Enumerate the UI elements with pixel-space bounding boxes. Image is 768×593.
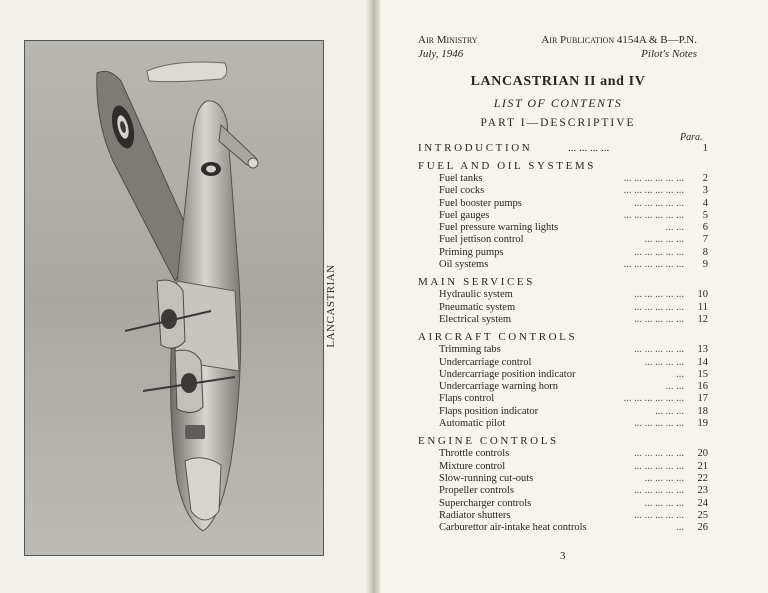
toc-section-heading (418, 276, 712, 289)
header-notes: Pilot's Notes (641, 48, 697, 60)
toc-entry-label: Fuel gauges (439, 209, 490, 221)
toc-section-label: INTRODUCTION (418, 142, 533, 154)
toc-leader-dots: ... ... ... ... ... ... (623, 393, 684, 405)
toc-leader-dots: ... ... ... ... ... ... (623, 185, 684, 197)
contents-subtitle: LIST OF CONTENTS (493, 96, 623, 110)
toc-section-label: ENGINE CONTROLS (418, 435, 559, 448)
toc-entry-label: Hydraulic system (439, 289, 513, 301)
toc-leader-dots: ... ... ... ... (644, 472, 684, 484)
toc-entry-label: Flaps position indicator (439, 405, 539, 417)
toc-para-number: 25 (697, 509, 708, 521)
toc-section-heading (418, 331, 712, 344)
toc-leader-dots: ... ... ... ... (568, 142, 610, 154)
toc-para-number: 26 (697, 522, 708, 534)
para-column-label: Para. (680, 132, 703, 143)
aircraft-photo (24, 40, 324, 556)
toc-para-number: 16 (697, 381, 708, 393)
toc-entry (418, 185, 712, 197)
toc-entry-label: Electrical system (439, 313, 512, 325)
toc-para-number: 13 (697, 344, 708, 356)
toc-entry-label: Undercarriage position indicator (439, 368, 576, 380)
toc-para-number: 17 (697, 393, 708, 405)
toc-leader-dots: ... (676, 368, 684, 380)
toc-section-label: FUEL AND OIL SYSTEMS (418, 160, 597, 172)
toc-leader-dots: ... ... ... ... ... (634, 289, 684, 301)
toc-section-label: AIRCRAFT CONTROLS (418, 331, 578, 344)
toc-entry (418, 344, 712, 356)
toc-entry (418, 289, 712, 301)
page-number: 3 (560, 550, 566, 562)
toc-leader-dots: ... ... ... ... ... (634, 313, 684, 325)
aircraft-illustration (25, 41, 323, 555)
toc-para-number: 15 (697, 368, 708, 380)
toc-leader-dots: ... ... ... ... ... (634, 301, 684, 313)
toc-leader-dots: ... ... ... (655, 405, 684, 417)
toc-entry (418, 302, 712, 314)
toc-entry-label: Undercarriage control (439, 356, 532, 368)
toc-entry-label: Undercarriage warning horn (439, 381, 558, 393)
toc-leader-dots: ... ... ... ... ... ... (623, 209, 684, 221)
toc-entry-label: Pneumatic system (439, 301, 516, 313)
toc-entry-label: Fuel tanks (439, 173, 483, 184)
header-left (418, 33, 478, 61)
header-publication: Air Publication 4154A & B—P.N. (541, 34, 697, 46)
toc-entry-label: Fuel cocks (439, 185, 485, 197)
toc-entry-label: Oil systems (439, 259, 489, 271)
toc-entry (418, 381, 712, 393)
toc-entry-label: Flaps control (439, 393, 495, 405)
toc-para-number: 8 (702, 246, 708, 258)
toc-para-number: 24 (697, 497, 708, 509)
toc-entry-label: Propeller controls (439, 485, 514, 497)
toc-entry (418, 357, 712, 369)
toc-entry (418, 259, 712, 271)
toc-leader-dots: ... ... ... ... ... (634, 246, 684, 258)
toc-leader-dots: ... ... ... ... (644, 497, 684, 509)
toc-leader-dots: ... ... ... ... ... ... (623, 259, 684, 271)
part-heading: PART I—DESCRIPTIVE (480, 117, 636, 129)
toc-entry (418, 448, 712, 460)
toc-para-number: 21 (697, 460, 708, 472)
toc-leader-dots: ... ... ... ... (644, 234, 684, 246)
header-org: Air Ministry (418, 34, 478, 46)
toc-leader-dots: ... ... ... ... ... (634, 509, 684, 521)
toc-entry (418, 418, 712, 430)
toc-entry (418, 173, 712, 185)
toc-para-number: 4 (702, 197, 708, 209)
toc-entry-label: Slow-running cut-outs (439, 472, 534, 484)
toc-entry (418, 198, 712, 210)
toc-para-number: 2 (702, 173, 708, 184)
toc-para-number: 20 (697, 448, 708, 460)
toc-entry (418, 210, 712, 222)
toc-para-number: 14 (697, 356, 708, 368)
toc-leader-dots: ... ... (665, 222, 684, 234)
toc-para-number: 10 (697, 289, 708, 301)
toc-entry-label: Trimming tabs (439, 344, 501, 356)
toc-section-heading (418, 142, 712, 155)
toc-para-number: 18 (697, 405, 708, 417)
toc-entry-label: Priming pumps (439, 246, 504, 258)
toc-leader-dots: ... ... ... ... ... (634, 485, 684, 497)
toc-leader-dots: ... (676, 522, 684, 534)
toc-entry (418, 234, 712, 246)
toc-leader-dots: ... ... ... ... (644, 356, 684, 368)
toc-entry-label: Automatic pilot (439, 418, 506, 430)
toc-entry (418, 406, 712, 418)
toc-entry-label: Throttle controls (439, 448, 510, 460)
toc-entry (418, 461, 712, 473)
toc-section-heading (418, 160, 712, 173)
toc-leader-dots: ... ... ... ... ... (634, 344, 684, 356)
toc-section-label: MAIN SERVICES (418, 276, 535, 289)
header-date: July, 1946 (418, 48, 464, 60)
toc-para-number: 9 (702, 259, 708, 271)
toc-entry-label: Supercharger controls (439, 497, 532, 509)
toc-para-number: 22 (697, 472, 708, 484)
toc-leader-dots: ... ... ... ... ... (634, 418, 684, 430)
toc-entry-label: Mixture control (439, 460, 506, 472)
toc-entry (418, 393, 712, 405)
toc-entry-label: Fuel pressure warning lights (439, 222, 559, 234)
toc-entry (418, 369, 712, 381)
page-title: LANCASTRIAN II and IV (470, 74, 646, 89)
toc-leader-dots: ... ... (665, 381, 684, 393)
toc-section-heading (418, 435, 712, 448)
toc-para-number: 12 (697, 313, 708, 325)
toc-para-number: 1 (702, 142, 708, 154)
toc-entry (418, 247, 712, 259)
toc-leader-dots: ... ... ... ... ... (634, 197, 684, 209)
toc-entry-label: Fuel booster pumps (439, 197, 522, 209)
toc-para-number: 19 (697, 418, 708, 430)
toc-entry (418, 473, 712, 485)
toc-leader-dots: ... ... ... ... ... (634, 460, 684, 472)
toc-para-number: 6 (702, 222, 708, 234)
toc-para-number: 7 (702, 234, 708, 246)
header-right (535, 33, 697, 61)
toc-para-number: 3 (702, 185, 708, 197)
table-of-contents (418, 142, 712, 534)
toc-entry-label: Carburettor air-intake heat controls (439, 522, 587, 534)
toc-entry (418, 314, 712, 326)
toc-entry-label: Radiator shutters (439, 509, 511, 521)
toc-entry (418, 485, 712, 497)
toc-para-number: 11 (697, 301, 708, 313)
toc-entry (418, 498, 712, 510)
toc-entry (418, 510, 712, 522)
toc-entry (418, 222, 712, 234)
toc-entry-label: Fuel jettison control (439, 234, 524, 246)
toc-entry (418, 522, 712, 534)
toc-leader-dots: ... ... ... ... ... (634, 448, 684, 460)
toc-leader-dots: ... ... ... ... ... ... (623, 173, 684, 184)
book-gutter (366, 0, 380, 593)
toc-para-number: 5 (702, 209, 708, 221)
toc-para-number: 23 (697, 485, 708, 497)
spine-caption: LANCASTRIAN (325, 264, 337, 348)
